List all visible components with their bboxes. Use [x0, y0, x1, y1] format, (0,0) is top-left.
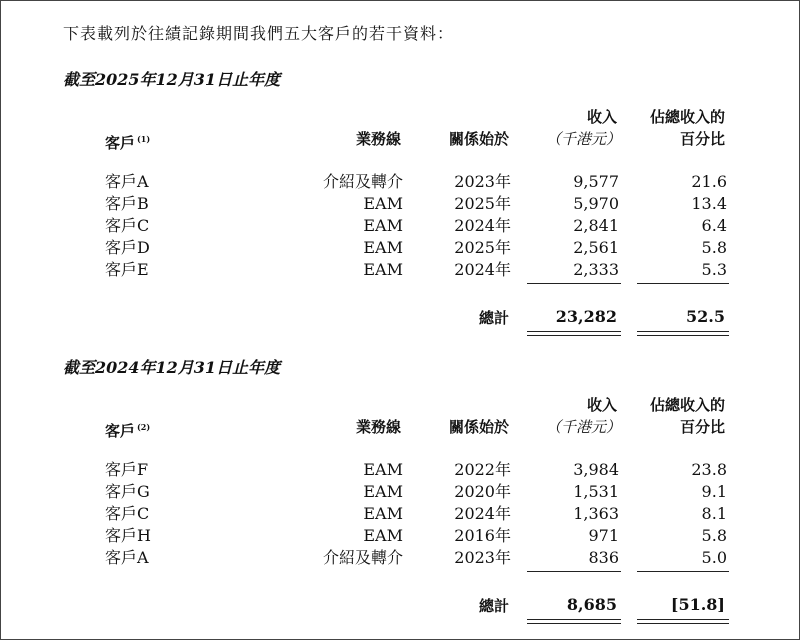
header-pct-line2: 百分比: [679, 418, 725, 436]
total-revenue: 23,282: [555, 307, 617, 326]
revenue: 2,561: [573, 238, 619, 257]
business-line: 介紹及轉介: [322, 548, 403, 567]
total-double-rule-revenue: [527, 331, 621, 336]
table-row: [1, 237, 800, 259]
client-name: 客戶G: [105, 482, 150, 501]
header-relationship-since: 關係始於: [448, 418, 509, 436]
revenue: 2,841: [573, 216, 619, 235]
subtotal-rule-pct: [637, 283, 729, 284]
table-row: [1, 481, 800, 503]
revenue: 1,363: [573, 504, 619, 523]
relationship-since: 2024年: [454, 216, 511, 235]
table-row: [1, 503, 800, 525]
header-relationship-since: 關係始於: [448, 130, 509, 148]
total-double-rule-pct: [637, 331, 729, 336]
business-line: 介紹及轉介: [322, 172, 403, 191]
business-line: EAM: [363, 260, 403, 279]
relationship-since: 2016年: [454, 526, 511, 545]
table-row: [1, 459, 800, 481]
client-name: 客戶D: [105, 238, 150, 257]
header-client: 客戶 $^{(1)}$: [105, 134, 151, 152]
client-name: 客戶H: [105, 526, 151, 545]
table-row: [1, 193, 800, 215]
header-pct-line1: 佔總收入的: [649, 396, 725, 414]
subtotal-rule-pct: [637, 571, 729, 572]
header-business-line: 業務線: [355, 418, 401, 436]
section-title-2024: 截至2024年12月31日止年度: [63, 358, 281, 377]
revenue: 5,970: [573, 194, 619, 213]
relationship-since: 2022年: [454, 460, 511, 479]
total-label: 總計: [478, 597, 509, 615]
business-line: EAM: [363, 194, 403, 213]
revenue-pct: 5.0: [701, 548, 727, 567]
client-name: 客戶F: [105, 460, 149, 479]
table-row: [1, 547, 800, 569]
total-label: 總計: [478, 309, 509, 327]
client-name: 客戶A: [105, 172, 149, 191]
revenue-pct: 5.3: [701, 260, 727, 279]
client-name: 客戶C: [105, 504, 150, 523]
revenue: 2,333: [573, 260, 619, 279]
client-name: 客戶A: [105, 548, 149, 567]
header-business-line: 業務線: [355, 130, 401, 148]
subtotal-rule-revenue: [527, 283, 621, 284]
business-line: EAM: [363, 504, 403, 523]
revenue-pct: 23.8: [691, 460, 727, 479]
table-row: [1, 171, 800, 193]
header-pct-line1: 佔總收入的: [649, 108, 725, 126]
relationship-since: 2020年: [454, 482, 511, 501]
section-title-2025: 截至2025年12月31日止年度: [63, 70, 281, 89]
revenue-pct: 8.1: [701, 504, 727, 523]
header-revenue: 收入: [586, 396, 617, 414]
table-row: [1, 215, 800, 237]
revenue-pct: 13.4: [691, 194, 727, 213]
business-line: EAM: [363, 216, 403, 235]
total-revenue: 8,685: [566, 595, 617, 614]
table-row: [1, 259, 800, 281]
header-revenue: 收入: [586, 108, 617, 126]
revenue-pct: 5.8: [701, 238, 727, 257]
revenue-pct: 6.4: [701, 216, 727, 235]
revenue-pct: 9.1: [701, 482, 727, 501]
relationship-since: 2023年: [454, 172, 511, 191]
intro-text: 下表載列於往績記錄期間我們五大客戶的若干資料：: [63, 24, 455, 43]
subtotal-rule-revenue: [527, 571, 621, 572]
footnote-marker: (2): [137, 422, 151, 432]
header-revenue-unit: （千港元）: [545, 418, 621, 436]
total-double-rule-pct: [637, 619, 729, 624]
revenue: 3,984: [573, 460, 619, 479]
relationship-since: 2023年: [454, 548, 511, 567]
revenue: 836: [588, 548, 619, 567]
relationship-since: 2024年: [454, 504, 511, 523]
table-row: [1, 525, 800, 547]
header-pct-line2: 百分比: [679, 130, 725, 148]
client-name: 客戶B: [105, 194, 149, 213]
business-line: EAM: [363, 526, 403, 545]
business-line: EAM: [363, 460, 403, 479]
header-revenue-unit: （千港元）: [545, 130, 621, 148]
relationship-since: 2025年: [454, 238, 511, 257]
business-line: EAM: [363, 482, 403, 501]
client-name: 客戶C: [105, 216, 150, 235]
relationship-since: 2024年: [454, 260, 511, 279]
revenue: 1,531: [573, 482, 619, 501]
header-client: 客戶 $^{(2)}$: [105, 422, 151, 440]
footnote-marker: (1): [137, 134, 151, 144]
business-line: EAM: [363, 238, 403, 257]
total-pct: [51.8]: [670, 595, 725, 614]
revenue-pct: 5.8: [701, 526, 727, 545]
total-pct: 52.5: [686, 307, 725, 326]
revenue: 971: [588, 526, 619, 545]
revenue-pct: 21.6: [691, 172, 727, 191]
total-double-rule-revenue: [527, 619, 621, 624]
client-name: 客戶E: [105, 260, 149, 279]
relationship-since: 2025年: [454, 194, 511, 213]
revenue: 9,577: [573, 172, 619, 191]
